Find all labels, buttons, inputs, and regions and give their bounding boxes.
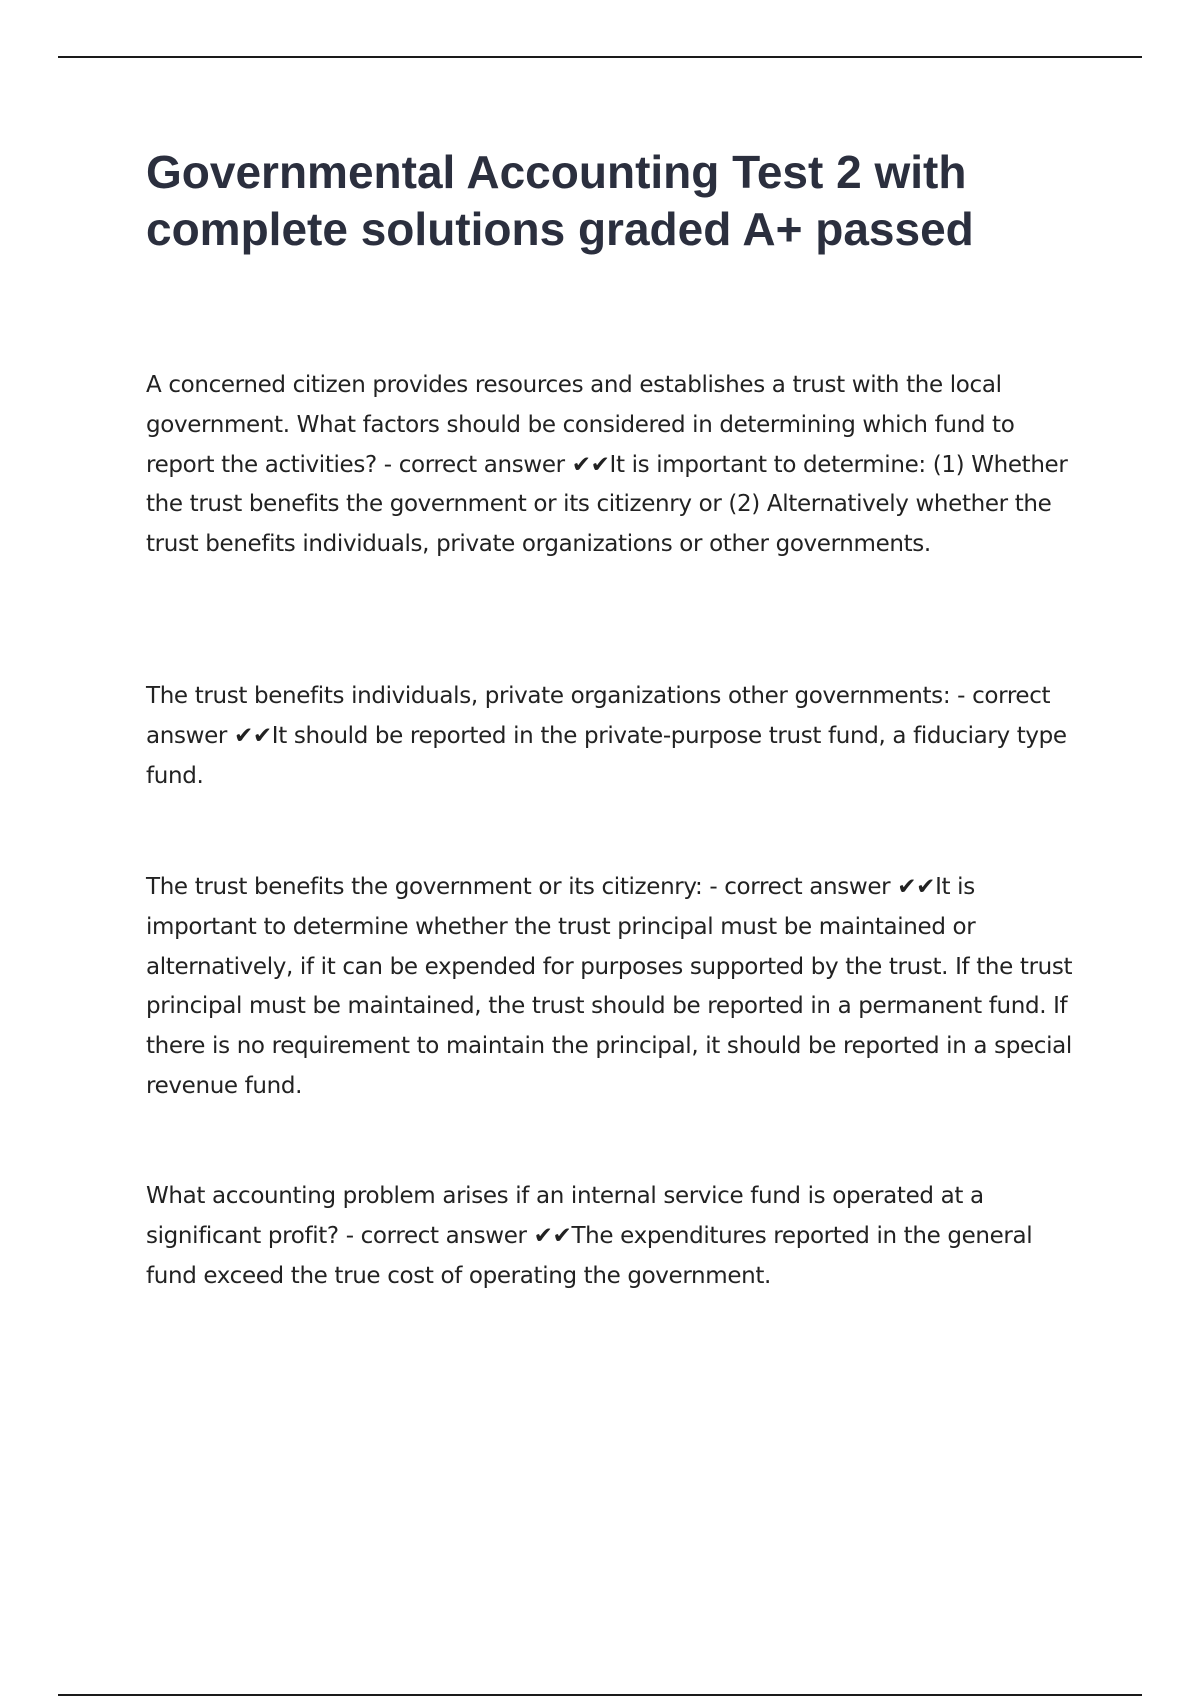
answer-text: The expenditures reported in the general fund exceed the true cost of operating the government. [146,1222,1033,1289]
answer-text: It is important to determine whether the trust principal must be maintained or alternatively, if it can be expended for purposes supported by the trust. If the trust principal must be maintained, the trust should be reported in a permanent fund. If there is no requirement to maintain the principal, it should be reported in a special revenue fund. [146,874,1073,1099]
answer-text: It is important to determine: (1) Whether the trust benefits the government or its citizenry or (2) Alternatively whether the trust benefits individuals, private organizations or other governments. [146,451,1068,558]
header-rule [58,56,1142,58]
check-mark-icon: ✔✔ [571,451,610,478]
answer-label: correct answer [146,683,1051,749]
qa-item-2 [146,677,1086,796]
question-text: The trust benefits individuals, private organizations other governments: [146,683,951,709]
answer-label: correct answer [398,451,565,478]
separator: - [338,1222,361,1249]
qa-item-3 [146,868,1086,1107]
answer-label: correct answer [724,874,891,900]
document-title: Governmental Accounting Test 2 with complete solutions graded A+ passed [146,146,974,255]
question-text: What accounting problem arises if an internal service fund is operated at a significant profit? [146,1183,984,1249]
question-text: A concerned citizen provides resources and establishes a trust with the local government. What factors should be considered in determining which fund to report the activities? [146,372,1015,478]
check-mark-icon: ✔✔ [533,1222,572,1249]
qa-item-1 [146,366,1086,565]
answer-label: correct answer [360,1222,527,1249]
qa-item-4 [146,1177,1086,1296]
separator: - [950,683,973,709]
answer-text: It should be reported in the private-purpose trust fund, a fiduciary type fund. [146,722,1067,789]
check-mark-icon: ✔✔ [897,874,936,900]
separator: - [376,451,399,478]
question-text: The trust benefits the government or its citizenry: [146,874,703,900]
separator: - [702,874,725,900]
check-mark-icon: ✔✔ [233,722,272,749]
footer-rule [58,1694,1142,1696]
